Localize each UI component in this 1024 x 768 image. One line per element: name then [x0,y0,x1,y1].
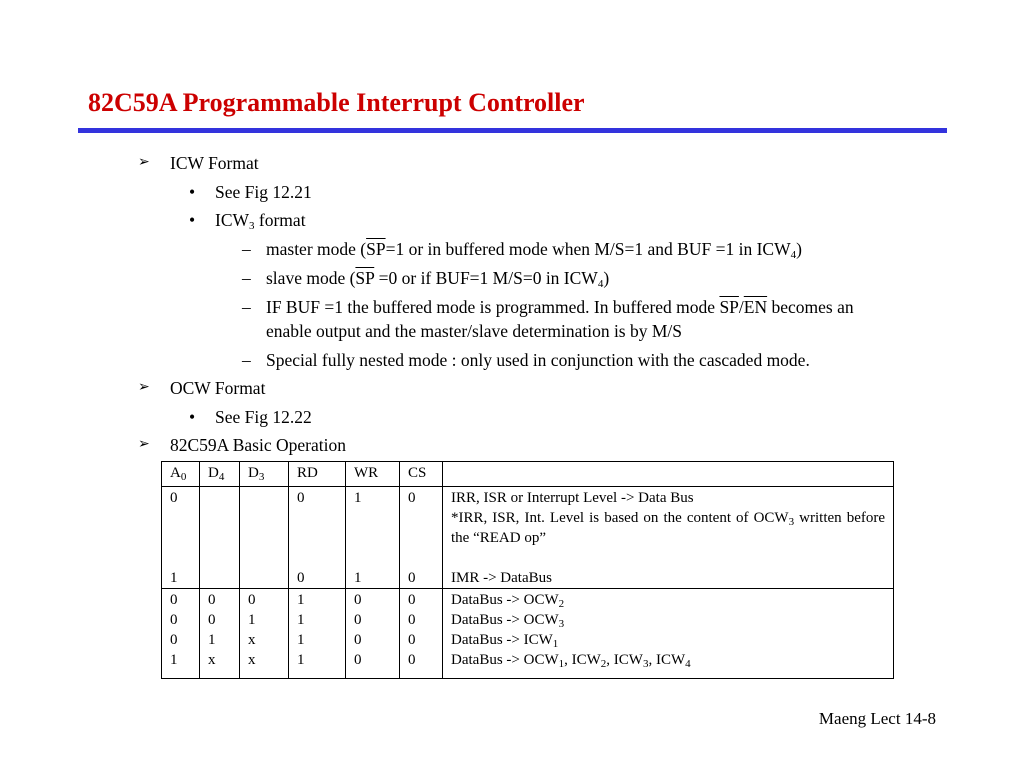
header-d4-text: D [208,465,219,481]
cell-value: 1 [248,612,256,628]
cell-value: 0 [170,632,178,648]
cell-spacer [408,508,434,568]
cell-value: 0 [408,652,416,668]
bullet-basic-operation [138,434,346,456]
desc-sub: 3 [558,618,565,630]
see-fig-1-text: See Fig 12.21 [215,182,312,202]
slide-title: 82C59A Programmable Interrupt Controller [88,88,585,117]
write-wr-cell [346,589,400,679]
desc-sub: 2 [600,658,607,670]
read-desc-cell [443,487,894,589]
desc-text: DataBus -> OCW [451,612,559,628]
item-master-mode [242,238,802,261]
write-desc-cell [443,589,894,679]
read-note-a: *IRR, ISR, Int. Level is based on the content of OCW [451,510,789,526]
cell-value: 0 [354,632,362,648]
table-row-read [162,487,894,589]
desc-text: DataBus -> OCW [451,652,559,668]
read-desc-1: IRR, ISR or Interrupt Level -> Data Bus [451,490,694,506]
desc-text: , ICW [564,652,601,668]
icw3-subscript: 3 [249,220,255,232]
cell-value: 0 [354,592,362,608]
dash-bullet-icon: – [242,350,251,370]
cell-value: 0 [170,592,178,608]
cell-spacer [451,548,885,568]
cell-value: 0 [354,612,362,628]
item-special-nested [242,349,810,371]
cell-value: 0 [170,490,178,506]
read-wr-cell [346,487,400,589]
cell-value: 0 [208,612,216,628]
master-subscript: 4 [790,249,797,261]
desc-text: DataBus -> OCW [451,592,559,608]
dash-bullet-icon: – [242,268,251,288]
header-a0 [162,462,200,487]
master-text-c: ) [796,239,802,259]
read-desc-2: IMR -> DataBus [451,570,552,586]
cell-value: 0 [170,612,178,628]
buf-slash: / [738,297,744,317]
ocw-format-text: OCW Format [170,378,266,398]
bullet-ocw-format [138,377,266,399]
basic-op-text: 82C59A Basic Operation [170,435,346,455]
read-cs-cell [400,487,443,589]
desc-sub: 1 [552,638,559,650]
cell-value: 0 [297,570,305,586]
icw3-format-text: format [254,210,306,230]
slide-footer: Maeng Lect 14-8 [818,709,936,728]
desc-sub: 4 [685,658,691,670]
operation-table [161,461,894,679]
item-buffered-mode [242,296,854,318]
dot-bullet-icon: • [189,210,196,230]
write-desc-3 [451,630,885,650]
cell-value: 0 [408,490,416,506]
header-wr: WR [346,462,400,487]
write-d3-cell [240,589,289,679]
header-d3-text: D [248,465,259,481]
bullet-see-fig-2 [189,406,312,428]
bullet-icw-format [138,152,259,174]
slave-text-b: =0 or if BUF=1 M/S=0 in ICW [374,268,598,288]
write-desc-1 [451,590,885,610]
cell-value: 0 [408,612,416,628]
icw-format-text: ICW Format [170,153,259,173]
cell-value: 1 [354,570,362,586]
arrow-bullet-icon: ➢ [138,437,150,452]
write-rd-cell [289,589,346,679]
cell-spacer [170,508,191,568]
see-fig-2-text: See Fig 12.22 [215,407,312,427]
arrow-bullet-icon: ➢ [138,380,150,395]
read-d4-cell [200,487,240,589]
dash-bullet-icon: – [242,297,251,317]
item-buffered-mode-line2: enable output and the master/slave determination is by M/S [266,321,683,341]
desc-text: DataBus -> ICW [451,632,553,648]
cell-value: 0 [408,632,416,648]
buf-en-overline: $\overline{EN}$ [743,297,768,317]
header-d4 [200,462,240,487]
cell-value: 1 [170,570,178,586]
buf-sp-overline: $\overline{SP}$ [719,297,739,317]
item-slave-mode [242,267,610,290]
bullet-icw3-format [189,209,306,232]
master-sp-overline: $\overline{SP}$ [366,239,386,259]
cell-value: 0 [354,652,362,668]
header-d4-sub: 4 [218,471,225,483]
cell-value: 1 [297,632,305,648]
header-d3-sub: 3 [258,471,265,483]
special-text: Special fully nested mode : only used in conjunction with the cascaded mode. [266,350,810,370]
cell-value: 1 [170,652,178,668]
slave-sp-overline: $\overline{SP}$ [355,268,375,288]
desc-sub: 1 [558,658,565,670]
header-rd: RD [289,462,346,487]
desc-sub: 3 [642,658,649,670]
cell-value: 1 [208,632,216,648]
bullet-see-fig-1 [189,181,312,203]
dash-bullet-icon: – [242,239,251,259]
header-cs: CS [400,462,443,487]
cell-value: 0 [297,490,305,506]
slave-subscript: 4 [597,278,604,290]
cell-spacer [297,508,337,568]
cell-value: x [208,652,216,668]
slave-text-c: ) [603,268,610,288]
write-desc-2 [451,610,885,630]
cell-value: 0 [408,570,416,586]
read-note-sub: 3 [788,516,795,528]
cell-value: 0 [408,592,416,608]
icw3-text: ICW [215,210,250,230]
master-text-b: =1 or in buffered mode when M/S=1 and BUF =1 in ICW [385,239,791,259]
desc-sub: 2 [558,598,565,610]
title-underline [78,128,947,133]
slave-text-a: slave mode ( [266,268,356,288]
table-row-write [162,589,894,679]
header-description [443,462,894,487]
read-note-b: written before the “READ op” [451,510,886,546]
write-a0-cell [162,589,200,679]
cell-value: x [248,632,256,648]
arrow-bullet-icon: ➢ [138,155,150,170]
desc-text: , ICW [648,652,686,668]
dot-bullet-icon: • [189,407,196,427]
read-rd-cell [289,487,346,589]
write-d4-cell [200,589,240,679]
dot-bullet-icon: • [189,182,196,202]
cell-value: 1 [297,652,305,668]
desc-text: , ICW [606,652,643,668]
cell-value: 1 [297,612,305,628]
read-note [451,508,885,548]
cell-value: 0 [208,592,216,608]
buf-text-a: IF BUF =1 the buffered mode is programmed. In buffered mode [266,297,720,317]
cell-value: x [248,652,256,668]
cell-value: 0 [248,592,256,608]
header-a0-sub: 0 [180,471,187,483]
write-desc-4 [451,650,885,670]
cell-value: 1 [354,490,362,506]
buf-text-b: becomes an [767,297,854,317]
cell-value: 1 [297,592,305,608]
master-text-a: master mode ( [266,239,367,259]
header-a0-text: A [170,465,181,481]
read-a0-cell [162,487,200,589]
cell-spacer [354,508,391,568]
table-header-row [162,462,894,487]
read-d3-cell [240,487,289,589]
header-d3 [240,462,289,487]
write-cs-cell [400,589,443,679]
